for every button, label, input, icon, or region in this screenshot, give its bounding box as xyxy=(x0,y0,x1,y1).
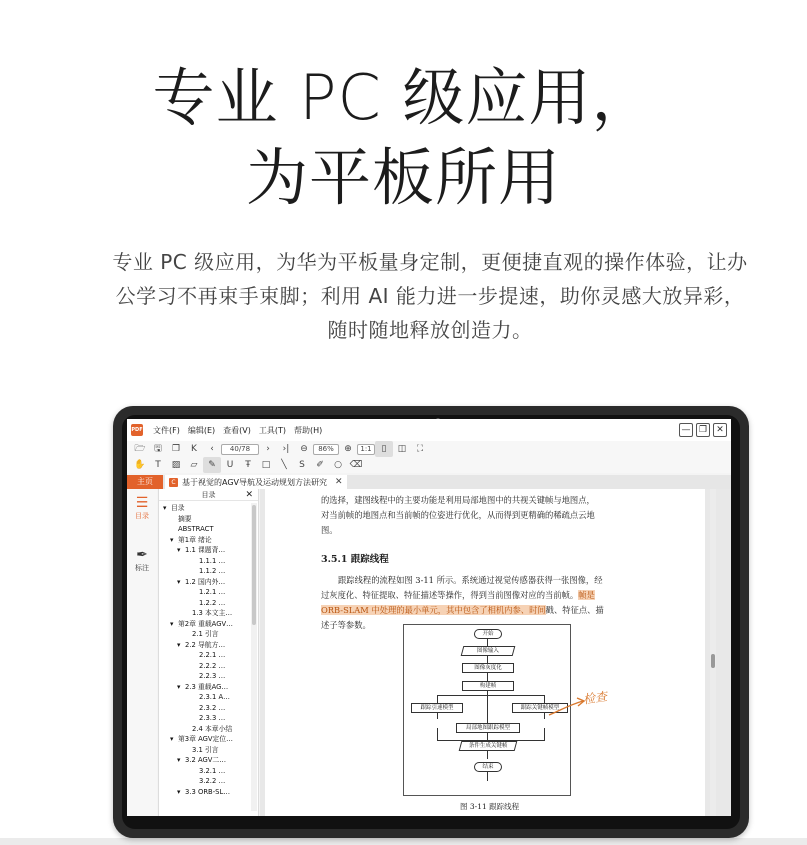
document-scroll-thumb[interactable] xyxy=(711,654,715,668)
text-span: 过灰度化、特征提取、特征描述等操作，得到当前图像对应的当前帧。 xyxy=(321,590,579,600)
text-line: 对当前帧的地图点和当前帧的位姿进行优化，从而得到更精确的稀疏点云地 xyxy=(321,510,595,520)
toc-item-label: 3.2 AGV二… xyxy=(185,756,227,764)
next-page-icon[interactable]: › xyxy=(266,444,270,454)
text-tool-icon[interactable]: T xyxy=(155,460,161,470)
toc-item[interactable] xyxy=(159,503,251,514)
rail-note-label: 标注 xyxy=(135,564,149,572)
restore-button[interactable]: ❐ xyxy=(696,423,710,437)
toc-item-label: 3.3 ORB-SL… xyxy=(185,787,231,796)
page-number-input[interactable]: 40/78 xyxy=(221,444,259,455)
title-bar xyxy=(127,419,731,441)
highlight-tool-icon[interactable]: ✎ xyxy=(203,457,221,473)
last-page-icon[interactable]: ›| xyxy=(282,444,290,454)
toc-item-label: 1.3 本文主… xyxy=(192,609,233,617)
list-icon: ☰ xyxy=(135,495,149,511)
document-viewport xyxy=(260,489,731,816)
open-folder-icon[interactable]: 🗁 xyxy=(134,444,146,454)
toc-item[interactable] xyxy=(159,724,251,735)
annotation-toolbar xyxy=(127,457,731,473)
expand-arrow-icon[interactable]: ▾ xyxy=(170,735,174,743)
pen-tool-icon[interactable]: ✐ xyxy=(316,460,324,470)
zoom-level-input[interactable]: 86% xyxy=(313,444,339,455)
text-line xyxy=(321,588,604,603)
save-icon[interactable]: 🖫 xyxy=(154,444,162,454)
freehand-tool-icon[interactable]: S xyxy=(299,460,305,470)
expand-arrow-icon[interactable]: ▾ xyxy=(177,682,181,691)
pen-icon: ✒ xyxy=(136,547,148,563)
flowchart-figure xyxy=(403,624,571,796)
tab-document[interactable] xyxy=(165,475,347,489)
toc-item[interactable] xyxy=(159,514,251,525)
toc-item-label: 第1章 绪论 xyxy=(178,535,212,544)
flow-node-local: 局部地图跟踪模型 xyxy=(456,723,520,733)
hero-title-line2: 为平板所用 xyxy=(245,141,561,214)
toc-item-label: 2.2.1 … xyxy=(199,651,226,659)
underline-tool-icon[interactable]: U xyxy=(226,460,234,470)
flow-node-gray: 图像灰度化 xyxy=(462,663,514,673)
menu-tools[interactable]: 工具(T) xyxy=(258,425,286,435)
toc-item-label: 2.2.2 … xyxy=(199,661,226,670)
menu-edit[interactable]: 编辑(E) xyxy=(187,425,216,435)
toc-item-label: 1.1.1 … xyxy=(199,556,226,565)
text-line: 的选择，建图线程中的主要功能是利用局部地图中的共视关键帧与地图点， xyxy=(321,495,595,505)
flow-node-end: 结束 xyxy=(474,762,502,772)
toc-item[interactable] xyxy=(159,545,251,556)
expand-arrow-icon[interactable]: ▾ xyxy=(177,787,181,796)
toc-item-label: 2.3 重载AG… xyxy=(185,682,229,691)
toc-item-label: 1.1 课题背… xyxy=(185,546,226,554)
menu-file[interactable]: 文件(F) xyxy=(153,425,180,435)
flow-node-label: 条件生成关键帧 xyxy=(468,743,508,749)
text-line: 图。 xyxy=(321,525,338,535)
toc-item[interactable] xyxy=(159,566,251,577)
flow-connector xyxy=(544,728,545,740)
toc-item[interactable] xyxy=(159,755,251,766)
toc-item[interactable] xyxy=(159,682,251,693)
toc-panel xyxy=(158,489,259,816)
note-tool-icon[interactable]: ▱ xyxy=(190,460,198,470)
toc-item[interactable] xyxy=(159,776,251,787)
toc-item-label: 3.2.2 … xyxy=(199,777,226,785)
zoom-out-icon[interactable]: ⊖ xyxy=(300,444,308,454)
toc-item-label: 目录 xyxy=(171,504,185,512)
paragraph xyxy=(321,493,595,538)
toc-item-label: 1.2.1 … xyxy=(199,588,226,596)
toc-item-label: 1.1.2 … xyxy=(199,567,226,575)
document-page xyxy=(265,489,705,816)
toc-item-label: 2.3.3 … xyxy=(199,714,226,722)
hand-tool-icon[interactable]: ✋ xyxy=(134,460,146,470)
strikethrough-tool-icon[interactable]: Ŧ xyxy=(245,460,251,470)
image-tool-icon[interactable]: ▨ xyxy=(171,460,181,470)
prev-page-icon[interactable]: ‹ xyxy=(210,444,214,454)
circle-tool-icon[interactable]: ○ xyxy=(334,460,342,470)
tab-document-title: 基于视觉的AGV导航及运动规划方法研究 xyxy=(182,477,328,487)
toc-item-label: 第2章 重载AGV… xyxy=(178,619,233,628)
document-type-icon: C xyxy=(169,478,178,487)
toc-item[interactable] xyxy=(159,640,251,651)
double-page-icon[interactable]: ◫ xyxy=(397,444,407,454)
toc-item-label: 2.3.2 … xyxy=(199,703,226,712)
handwritten-note: 检查 xyxy=(582,689,608,707)
rectangle-tool-icon[interactable]: □ xyxy=(261,460,271,470)
rail-toc-label: 目录 xyxy=(135,512,149,520)
copy-icon[interactable]: ❐ xyxy=(171,444,181,454)
toc-item-label: 2.3.1 A… xyxy=(199,693,230,701)
minimize-button[interactable]: — xyxy=(679,423,693,437)
toc-item[interactable] xyxy=(159,713,251,724)
flow-node-build: 构建帧 xyxy=(462,681,514,691)
toc-item[interactable] xyxy=(159,535,251,546)
hero-subtitle xyxy=(80,245,780,347)
section-heading: 3.5.1 跟踪线程 xyxy=(321,554,389,565)
flow-node-input xyxy=(461,646,516,656)
toc-item[interactable] xyxy=(159,556,251,567)
toc-item[interactable] xyxy=(159,524,251,535)
menu-help[interactable]: 帮助(H) xyxy=(294,425,323,435)
tab-home[interactable]: 主页 xyxy=(127,475,163,489)
tablet-device xyxy=(113,406,749,838)
flow-node-left: 跟踪引速模型 xyxy=(411,703,463,713)
expand-arrow-icon[interactable]: ▾ xyxy=(170,535,174,544)
subtitle-line: 随时随地释放创造力。 xyxy=(327,318,533,342)
toc-list xyxy=(159,503,251,797)
fullscreen-icon[interactable]: ⛶ xyxy=(416,444,424,454)
expand-arrow-icon[interactable]: ▾ xyxy=(170,619,174,628)
side-rail xyxy=(127,489,157,816)
tab-close-icon[interactable]: ✕ xyxy=(335,477,343,487)
toc-item-label: 摘要 xyxy=(178,514,192,523)
app-screen xyxy=(127,419,731,816)
toc-item[interactable] xyxy=(159,661,251,672)
first-page-icon[interactable]: K xyxy=(191,444,197,454)
toc-scroll-thumb[interactable] xyxy=(252,505,256,625)
toc-item[interactable] xyxy=(159,608,251,619)
toc-item-label: 2.2 导航方… xyxy=(185,640,226,649)
flow-node-right: 跟踪关键帧模型 xyxy=(512,703,568,713)
highlighted-text[interactable]: ORB-SLAM 中处理的最小单元，其中包含了相机内参、时间 xyxy=(321,605,546,615)
expand-arrow-icon[interactable]: ▾ xyxy=(177,546,181,554)
subtitle-line: 专业 PC 级应用，为华为平板量身定制，更便捷直观的操作体验，让办 xyxy=(112,250,748,274)
toc-item[interactable] xyxy=(159,734,251,745)
toc-item-label: 第3章 AGV定位… xyxy=(178,735,233,743)
toc-item-label: 1.2 国内外… xyxy=(185,577,226,586)
text-line: 跟踪线程的流程如图 3-11 所示。系统通过视觉传感器获得一张图像，经 xyxy=(338,575,603,585)
toc-item[interactable] xyxy=(159,766,251,777)
expand-arrow-icon[interactable]: ▾ xyxy=(177,640,181,649)
text-span: 戳、特征点、描 xyxy=(545,605,604,615)
toc-item[interactable] xyxy=(159,598,251,609)
zoom-in-icon[interactable]: ⊕ xyxy=(344,444,352,454)
actual-size-icon[interactable] xyxy=(357,444,375,455)
expand-arrow-icon[interactable]: ▾ xyxy=(177,756,181,764)
toc-item[interactable] xyxy=(159,587,251,598)
flow-node-start: 开始 xyxy=(474,629,502,639)
flow-connector xyxy=(487,771,488,781)
toc-item-label: 3.1 引言 xyxy=(192,745,219,754)
text-line: 述子等参数。 xyxy=(321,620,371,630)
flow-node-label: 图像输入 xyxy=(476,648,499,654)
text-line xyxy=(321,603,604,618)
menu-view[interactable]: 查看(V) xyxy=(223,425,251,435)
toc-item[interactable] xyxy=(159,577,251,588)
flow-connector xyxy=(437,695,545,696)
flow-node-cond xyxy=(459,741,518,751)
toc-scrollbar[interactable] xyxy=(251,503,257,811)
toc-item-label: 1.2.2 … xyxy=(199,598,226,607)
toc-item-label: ABSTRACT xyxy=(178,525,214,533)
app-logo-icon: PDF xyxy=(131,424,143,436)
rail-annotate-button[interactable] xyxy=(127,547,157,573)
eraser-tool-icon[interactable]: ⌫ xyxy=(349,460,363,470)
toc-title: 目录 xyxy=(201,491,216,499)
toc-close-icon[interactable]: ✕ xyxy=(245,490,253,500)
toc-item[interactable] xyxy=(159,671,251,682)
close-window-button[interactable]: ✕ xyxy=(713,423,727,437)
toc-item[interactable] xyxy=(159,629,251,640)
tab-bar xyxy=(127,475,731,489)
subtitle-line: 公学习不再束手束脚；利用 AI 能力进一步提速，助你灵感大放异彩， xyxy=(115,284,745,308)
window-controls xyxy=(679,423,727,437)
actual-size-label: 1:1 xyxy=(357,444,375,455)
expand-arrow-icon[interactable]: ▾ xyxy=(163,504,167,512)
highlighted-text[interactable]: 帧是 xyxy=(578,590,595,600)
toc-item[interactable] xyxy=(159,619,251,630)
floor-shadow xyxy=(0,838,807,845)
figure-caption: 图 3-11 跟踪线程 xyxy=(460,802,520,811)
rail-toc-button[interactable] xyxy=(127,495,157,521)
single-page-icon[interactable]: ▯ xyxy=(375,441,393,457)
toc-item[interactable] xyxy=(159,787,251,798)
toc-item-label: 2.4 本章小结 xyxy=(192,724,233,733)
toc-item[interactable] xyxy=(159,745,251,756)
toc-item[interactable] xyxy=(159,650,251,661)
toc-item[interactable] xyxy=(159,703,251,714)
flow-connector xyxy=(437,728,438,740)
toc-item-label: 2.1 引言 xyxy=(192,630,219,638)
expand-arrow-icon[interactable]: ▾ xyxy=(177,577,181,586)
line-tool-icon[interactable]: ╲ xyxy=(281,460,287,470)
main-toolbar xyxy=(127,441,731,457)
toc-item-label: 2.2.3 … xyxy=(199,672,226,680)
document-scrollbar[interactable] xyxy=(710,489,716,816)
hero-title-line1: 专业 PC 级应用， xyxy=(152,61,655,134)
toc-item-label: 3.2.1 … xyxy=(199,766,226,775)
toc-item[interactable] xyxy=(159,692,251,703)
toc-header xyxy=(159,489,258,501)
